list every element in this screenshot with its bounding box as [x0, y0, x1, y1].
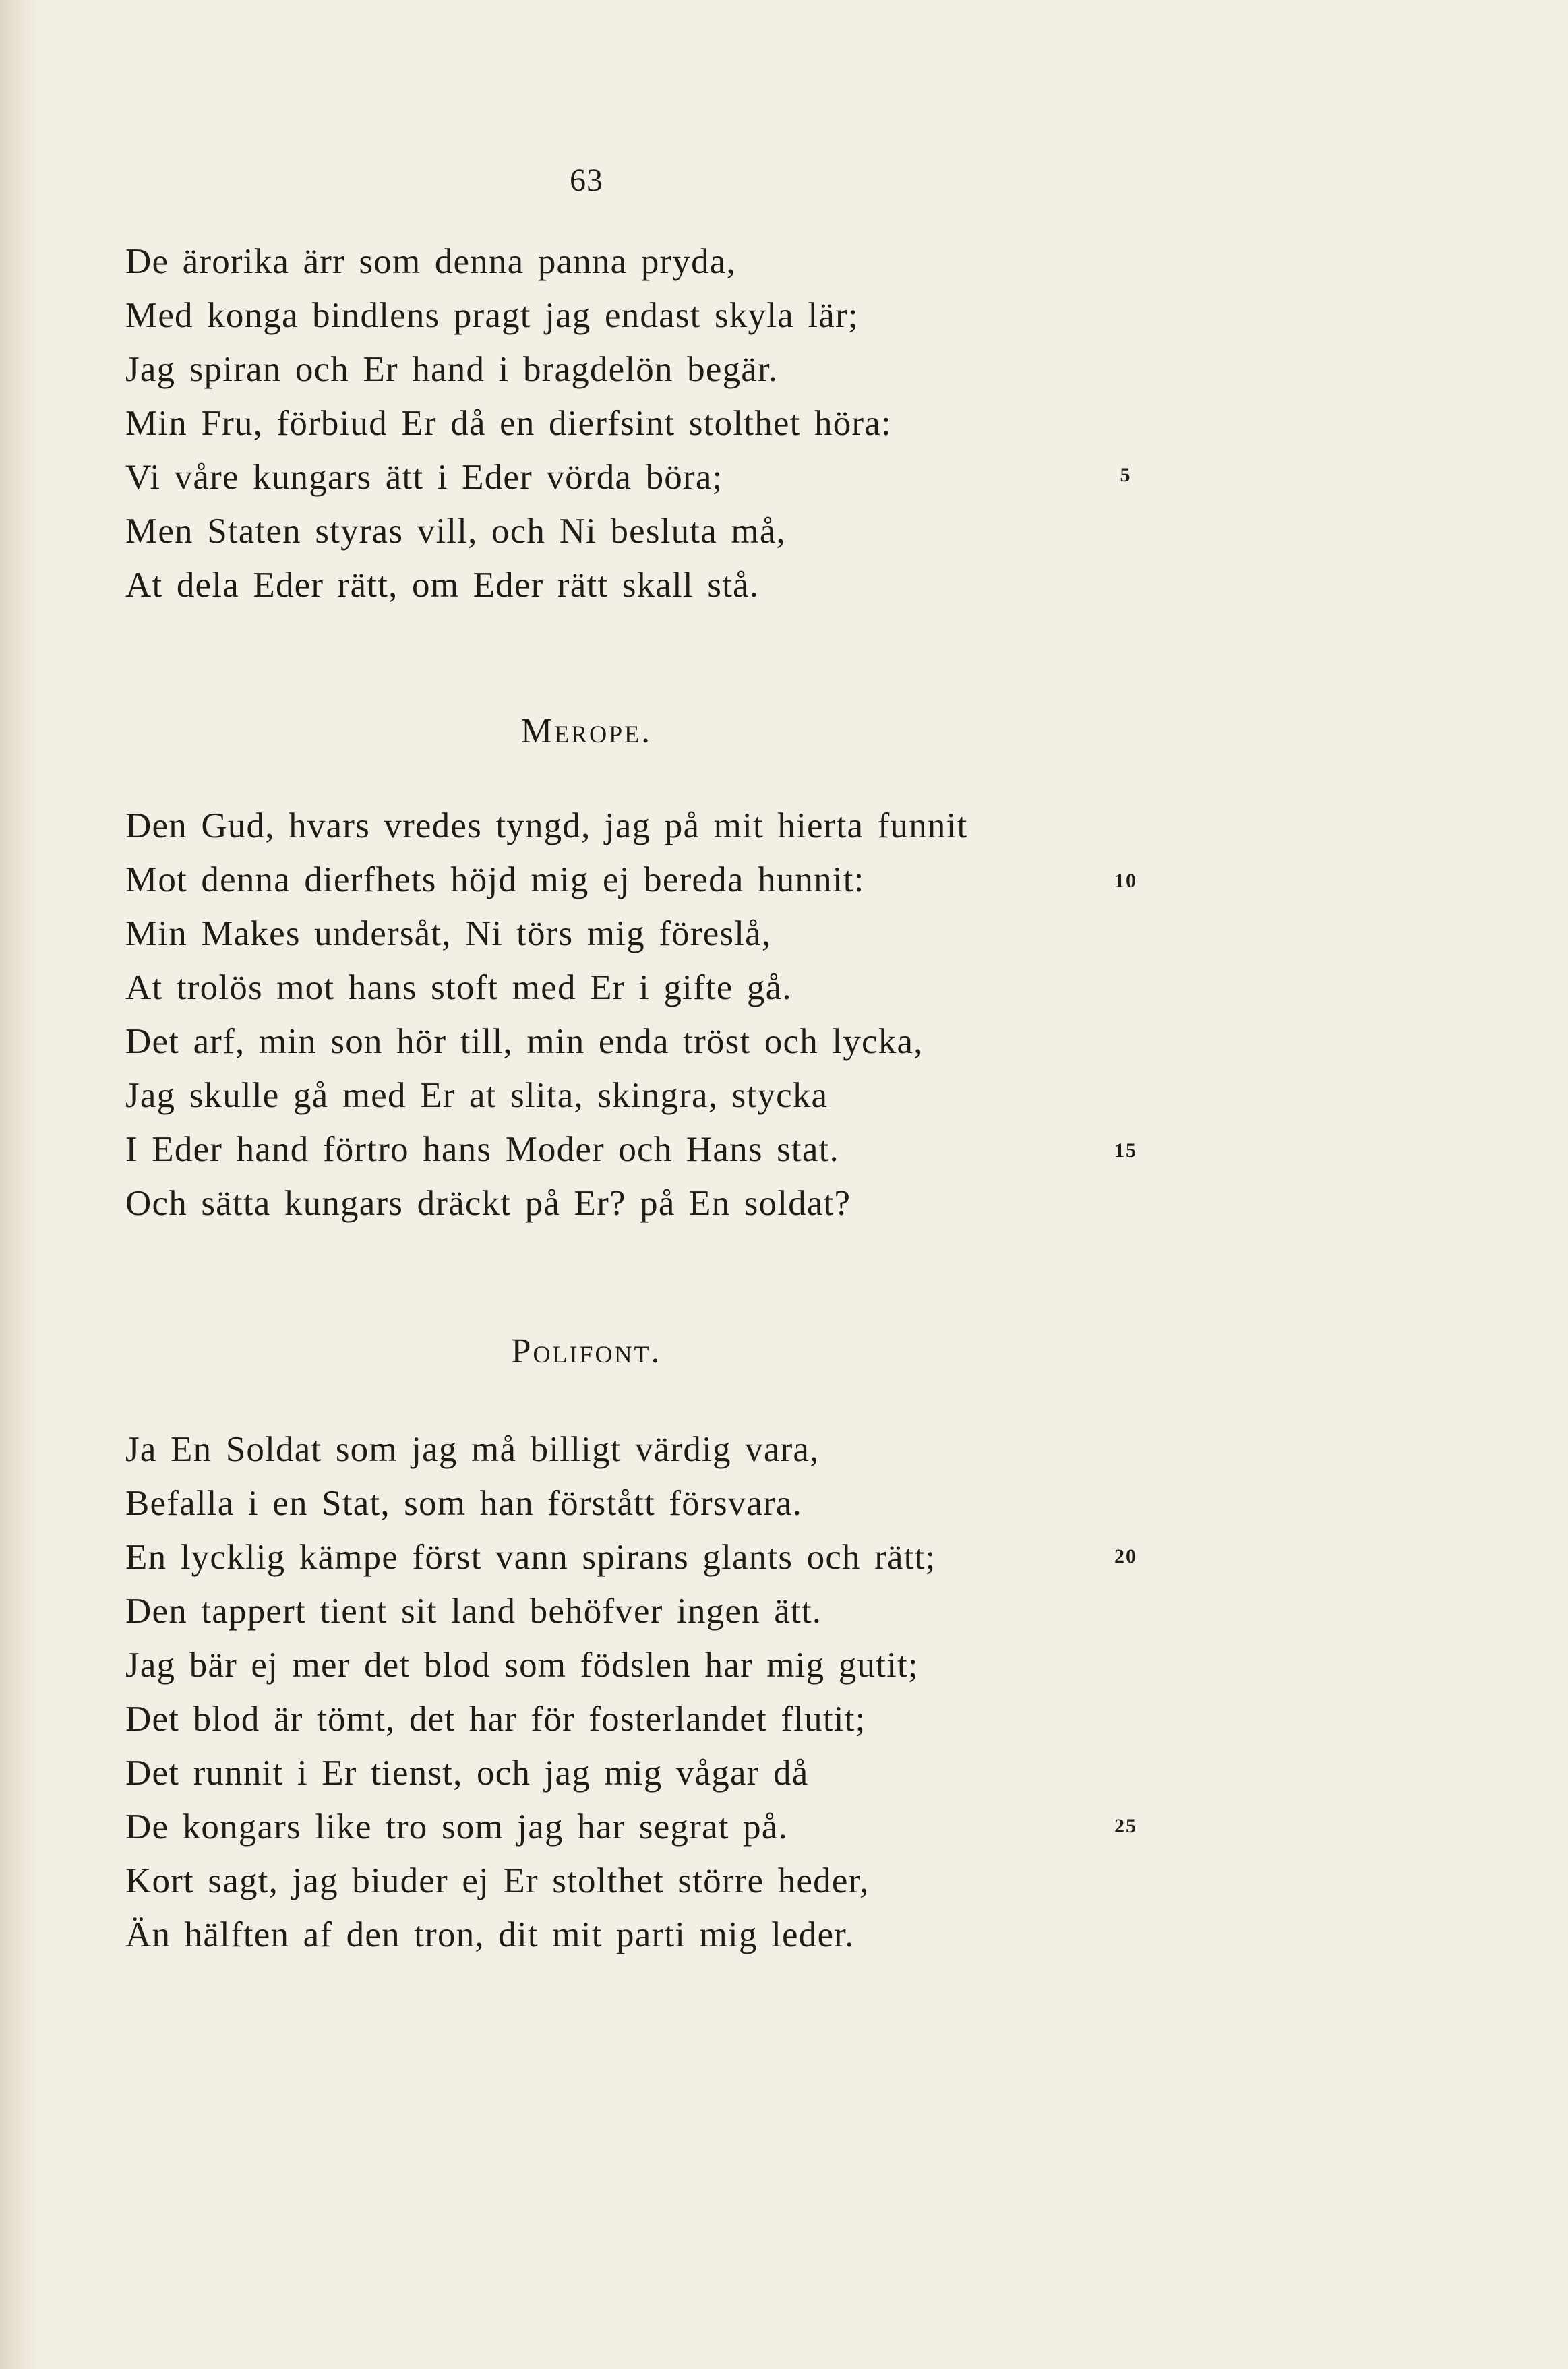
verse-line: At dela Eder rätt, om Eder rätt skall stå. [125, 566, 760, 605]
verse-line: Den tappert tient sit land behöfver ingen ätt. [125, 1592, 822, 1631]
verse-line: Jag bär ej mer det blod som födslen har mig gutit; [125, 1646, 919, 1685]
verse-line: Och sätta kungars dräckt på Er? på En soldat? [125, 1184, 851, 1223]
page-edge-shadow [0, 0, 40, 2369]
speaker-heading: Merope. [520, 712, 653, 750]
verse-line: Ja En Soldat som jag må billigt värdig vara, [125, 1430, 820, 1469]
line-number: 5 [1120, 464, 1132, 486]
speaker-heading: Polifont. [511, 1332, 662, 1371]
line-number: 15 [1114, 1139, 1137, 1162]
verse-line: Det blod är tömt, det har för fosterlandet flutit; [125, 1700, 866, 1739]
verse-line: Min Makes undersåt, Ni törs mig föreslå, [125, 914, 772, 953]
page-number: 63 [570, 162, 603, 198]
verse-line: De kongars like tro som jag har segrat på. [125, 1807, 788, 1847]
verse-line: En lycklig kämpe först vann spirans glants och rätt; [125, 1538, 936, 1577]
verse-line: Befalla i en Stat, som han förstått försvara. [125, 1484, 803, 1523]
verse-line: Det arf, min son hör till, min enda tröst och lycka, [125, 1022, 924, 1061]
verse-line: I Eder hand förtro hans Moder och Hans stat. [125, 1130, 839, 1169]
verse-line: Jag skulle gå med Er at slita, skingra, stycka [125, 1076, 828, 1115]
verse-line: Vi våre kungars ätt i Eder vörda böra; [125, 458, 723, 497]
verse-line: Kort sagt, jag biuder ej Er stolthet större heder, [125, 1861, 870, 1900]
line-number: 10 [1114, 870, 1137, 892]
verse-line: Men Staten styras vill, och Ni besluta må, [125, 512, 786, 551]
verse-line: De ärorika ärr som denna panna pryda, [125, 242, 736, 281]
verse-line: At trolös mot hans stoft med Er i gifte gå. [125, 968, 792, 1007]
line-number: 25 [1114, 1815, 1137, 1837]
verse-line: Med konga bindlens pragt jag endast skyla lär; [125, 296, 859, 335]
verse-line: Den Gud, hvars vredes tyngd, jag på mit hierta funnit [125, 806, 968, 845]
verse-line: Det runnit i Er tienst, och jag mig vågar då [125, 1753, 809, 1793]
verse-line: Jag spiran och Er hand i bragdelön begär. [125, 350, 779, 389]
verse-line: Min Fru, förbiud Er då en dierfsint stolthet höra: [125, 404, 892, 443]
verse-line: Mot denna dierfhets höjd mig ej bereda hunnit: [125, 860, 865, 899]
line-number: 20 [1114, 1545, 1137, 1567]
verse-line: Än hälften af den tron, dit mit parti mig leder. [125, 1915, 855, 1954]
